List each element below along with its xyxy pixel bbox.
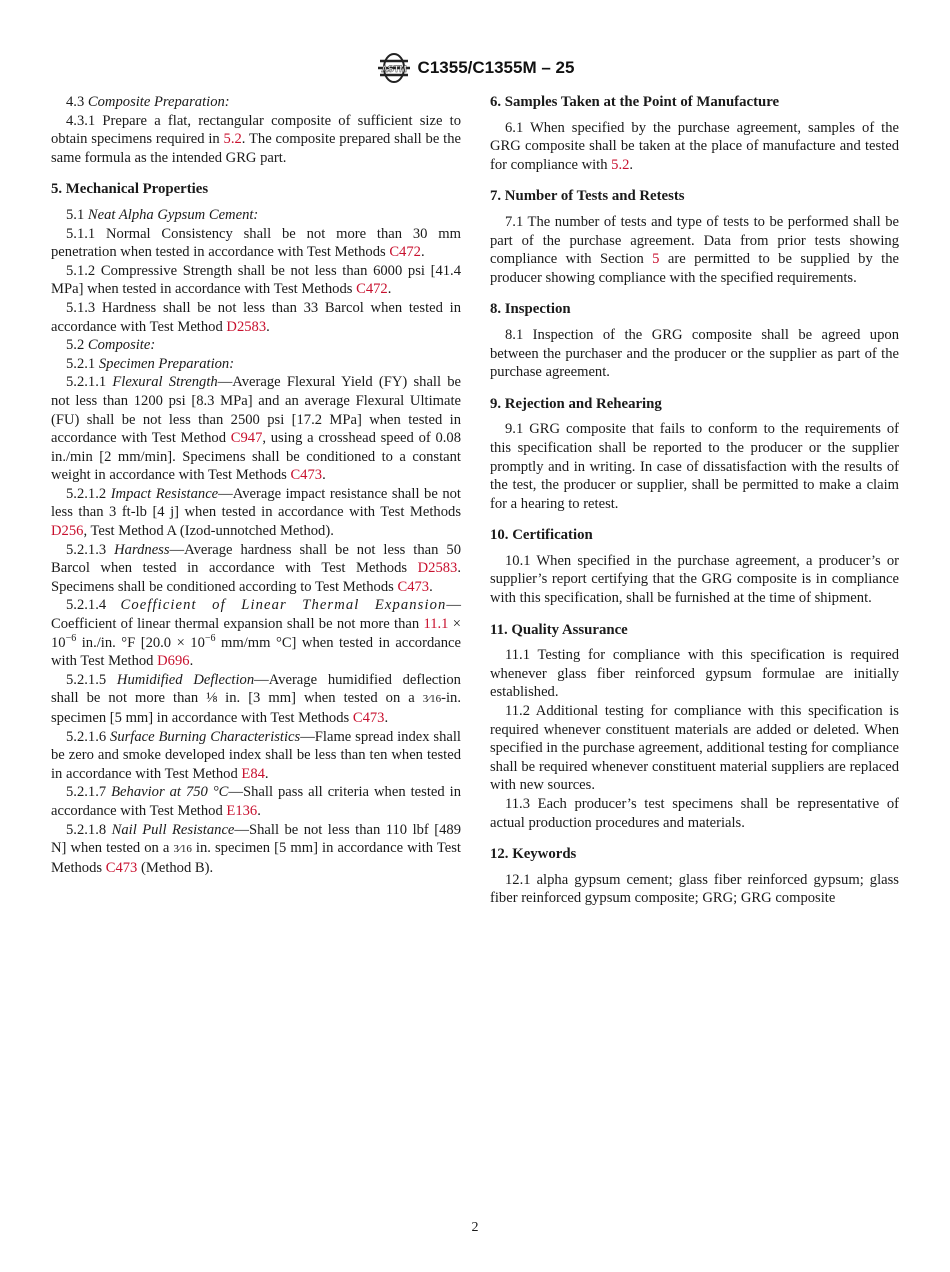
heading-6: 6. Samples Taken at the Point of Manufacture xyxy=(490,94,780,110)
heading-10: 10. Certification xyxy=(490,527,593,544)
link-5-2[interactable]: 5.2 xyxy=(223,131,242,148)
section-5-2-1-2: 5.2.1.2 Impact Resistance—Average impact resistance shall be not less than 3 ft-lb [4 j] when tested in accordance with Test Methods D256, Test Method A (Izod-unnotched Method). xyxy=(51,485,461,540)
section-5-2-1-7: 5.2.1.7 Behavior at 750 °C—Shall pass all criteria when tested in accordance with Test Method E136. xyxy=(51,784,461,819)
heading-12: 12. Keywords xyxy=(490,846,577,863)
section-5-2-1-6: 5.2.1.6 Surface Burning Characteristics—Flame spread index shall be zero and smoke developed index shall be less than ten when tested in accordance with Test Method E84. xyxy=(51,728,461,782)
link-c473[interactable]: C473 xyxy=(397,578,430,595)
link-e136[interactable]: E136 xyxy=(226,802,258,819)
link-c473[interactable]: C473 xyxy=(290,467,323,484)
link-e84[interactable]: E84 xyxy=(241,765,265,782)
section-10-1: 10.1 When specified in the purchase agreement, a producer’s or supplier’s report certifying that the GRG composite is in compliance with this specification, shall be furnished at the time of shipment. xyxy=(490,552,899,607)
section-9-1: 9.1 GRG composite that fails to conform to the requirements of this specification shall be reported to the producer or the supplier promptly and in writing. In case of dissatisfaction with the results of the test, the producer or supplier, shall be permitted to make a claim for a hearing to retest. xyxy=(490,421,899,512)
svg-text:ASTM: ASTM xyxy=(380,64,407,74)
link-d256[interactable]: D256 xyxy=(51,523,84,540)
page-header xyxy=(0,52,950,84)
section-8-1: 8.1 Inspection of the GRG composite shall be agreed upon between the purchaser and the producer or the supplier as part of the purchase agreement. xyxy=(490,326,899,381)
section-5-2: 5.2 Composite: xyxy=(66,337,156,354)
section-4-3: 4.3 Composite Preparation: xyxy=(66,94,230,110)
section-12-1: 12.1 alpha gypsum cement; glass fiber reinforced gypsum; glass fiber reinforced gypsum composite; GRG; GRG composite xyxy=(490,871,899,907)
link-d696[interactable]: D696 xyxy=(157,653,190,670)
heading-5: 5. Mechanical Properties xyxy=(51,181,209,198)
section-5-2-1-5: 5.2.1.5 Humidified Deflection—Average humidified deflection shall be not more than ⅛ in. [3 mm] when tested on a 3⁄16-in. specimen [5 mm] in accordance with Test Methods C473. xyxy=(51,671,461,726)
section-5-1: 5.1 Neat Alpha Gypsum Cement: xyxy=(66,206,259,223)
document-designation: C1355/C1355M – 25 xyxy=(417,58,575,77)
section-5-2-1-3: 5.2.1.3 Hardness—Average hardness shall be not less than 50 Barcol when tested in accordance with Test Methods D2583. Specimens shall be conditioned according to Test Methods C473. xyxy=(51,541,461,595)
section-11-2: 11.2 Additional testing for compliance with this specification is required whenever constituent materials are added or deleted. When specified in the purchase agreement, additional testing for compliance shall be required whenever constituent material suppliers are replaced with new sources. xyxy=(490,703,899,794)
heading-11: 11. Quality Assurance xyxy=(490,621,628,638)
section-11-3: 11.3 Each producer’s test specimens shall be representative of actual production procedures and materials. xyxy=(490,796,899,831)
heading-7: 7. Number of Tests and Retests xyxy=(490,188,685,205)
section-5-1-3: 5.1.3 Hardness shall be not less than 33 Barcol when tested in accordance with Test Method D2583. xyxy=(51,299,461,335)
link-c473[interactable]: C473 xyxy=(105,859,138,876)
heading-8: 8. Inspection xyxy=(490,301,571,318)
section-5-2-1-4: 5.2.1.4 Coefficient of Linear Thermal Expansion— Coefficient of linear thermal expansion shall be not more than $11.1 \times 10^{-6}$ in./in. °F [$20.0 \times 10^{-6}$ mm/mm °C] when tested in accordance with Test Method D696. xyxy=(51,597,461,670)
section-5-1-1: 5.1.1 Normal Consistency shall be not more than 30 mm penetration when tested in accordance with Test Methods C472. xyxy=(51,225,461,261)
section-6-1: 6.1 When specified by the purchase agreement, samples of the GRG composite shall be taken at the place of manufacture and tested for compliance with 5.2. xyxy=(490,119,899,173)
page-number: 2 xyxy=(471,1220,479,1235)
astm-logo-icon xyxy=(376,52,412,84)
left-column xyxy=(51,93,461,877)
link-c473[interactable]: C473 xyxy=(352,710,385,726)
link-c947[interactable]: C947 xyxy=(230,430,263,447)
link-d2583[interactable]: D2583 xyxy=(417,560,458,577)
section-4-3-1: 4.3.1 Prepare a flat, rectangular composite of sufficient size to obtain specimens required in 5.2. The composite prepared shall be the same formula as the intended GRG part. xyxy=(51,112,461,166)
section-5-2-1: 5.2.1 Specimen Preparation: xyxy=(66,355,235,372)
link-c472[interactable]: C472 xyxy=(389,244,421,261)
section-5-1-2: 5.1.2 Compressive Strength shall be not less than 6000 psi [41.4 MPa] when tested in accordance with Test Methods C472. xyxy=(51,262,461,298)
link-5-2[interactable]: 5.2 xyxy=(611,156,630,173)
right-column xyxy=(490,93,899,908)
section-11-1: 11.1 Testing for compliance with this specification is required whenever glass fiber reinforced gypsum formulae are initially established. xyxy=(490,647,899,701)
heading-9: 9. Rejection and Rehearing xyxy=(490,395,662,412)
link-d2583[interactable]: D2583 xyxy=(226,318,267,335)
link-section-5[interactable]: 5 xyxy=(652,251,660,268)
section-5-2-1-1: 5.2.1.1 Flexural Strength—Average Flexural Yield (FY) shall be not less than 1200 psi [8.3 MPa] and an average Flexural Ultimate (FU) shall be not less than 2500 psi [17.2 MPa] when tested in accordance with Test Method C947, using a crosshead speed of 0.08 in./min [2 mm/min]. Specimens shall be conditioned to a constant weight in accordance with Test Methods C473. xyxy=(51,374,462,484)
section-5-2-1-8: 5.2.1.8 Nail Pull Resistance—Shall be not less than 110 lbf [489 N] when tested on a 3⁄16 in. specimen [5 mm] in accordance with Test Methods C473 (Method B). xyxy=(51,821,461,876)
link-11-1[interactable]: 11.1 xyxy=(423,616,449,633)
section-7-1: 7.1 The number of tests and type of tests to be performed shall be part of the purchase agreement. Data from prior tests showing compliance with Section 5 are permitted to be supplied by the producer showing compliance with the specified requirements. xyxy=(490,213,899,286)
link-c472[interactable]: C472 xyxy=(356,281,388,298)
